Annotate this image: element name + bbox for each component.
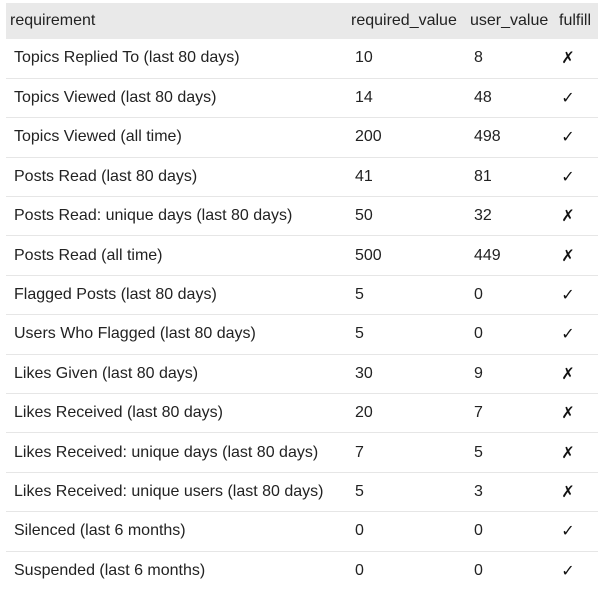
- user-value-cell: 7: [474, 404, 483, 422]
- check-icon: ✓: [561, 127, 575, 147]
- required-value-cell: 41: [355, 167, 373, 185]
- requirement-cell: Topics Replied To (last 80 days): [14, 49, 240, 67]
- cross-icon: ✗: [561, 481, 575, 501]
- fulfill-cell: [551, 433, 598, 472]
- column-header-user-value: user_value: [470, 12, 549, 29]
- required-value-cell: 30: [355, 364, 373, 382]
- check-icon: ✓: [561, 88, 575, 108]
- table-row: [6, 394, 598, 433]
- cross-icon: ✗: [561, 48, 575, 68]
- required-value-cell: 200: [355, 128, 382, 146]
- column-header-fulfill: fulfill: [559, 12, 592, 29]
- check-icon: ✓: [561, 324, 575, 344]
- table-row: [6, 315, 598, 354]
- table-row: [6, 236, 598, 275]
- user-value-cell: 9: [474, 364, 483, 382]
- user-value-cell: 0: [474, 522, 483, 540]
- required-value-cell: 20: [355, 404, 373, 422]
- fulfill-cell: [551, 275, 598, 314]
- table-header: [6, 3, 598, 39]
- required-value-cell: 500: [355, 246, 382, 264]
- table-row: [6, 433, 598, 472]
- required-value-cell: 10: [355, 49, 373, 67]
- fulfill-cell: [551, 197, 598, 236]
- table-row: [6, 275, 598, 314]
- requirements-table-container: [6, 3, 598, 590]
- fulfill-cell: [551, 472, 598, 511]
- fulfill-cell: [551, 78, 598, 117]
- requirement-cell: Posts Read (all time): [14, 246, 163, 264]
- table-header-row: [6, 3, 598, 39]
- requirement-cell: Posts Read (last 80 days): [14, 167, 198, 185]
- requirement-cell: Likes Received: unique users (last 80 days): [14, 482, 324, 500]
- fulfill-cell: [551, 315, 598, 354]
- user-value-cell: 498: [474, 128, 501, 146]
- user-value-cell: 0: [474, 562, 483, 580]
- user-value-cell: 8: [474, 49, 483, 67]
- table-row: [6, 118, 598, 157]
- cross-icon: ✗: [561, 245, 575, 265]
- check-icon: ✓: [561, 521, 575, 541]
- table-row: [6, 39, 598, 78]
- user-value-cell: 0: [474, 286, 483, 304]
- user-value-cell: 0: [474, 325, 483, 343]
- required-value-cell: 14: [355, 89, 373, 107]
- check-icon: ✓: [561, 561, 575, 581]
- table-row: [6, 157, 598, 196]
- table-row: [6, 551, 598, 590]
- column-header-requirement: requirement: [10, 12, 96, 29]
- cross-icon: ✗: [561, 403, 575, 423]
- required-value-cell: 7: [355, 443, 364, 461]
- table-row: [6, 197, 598, 236]
- required-value-cell: 5: [355, 286, 364, 304]
- fulfill-cell: [551, 551, 598, 590]
- cross-icon: ✗: [561, 206, 575, 226]
- requirement-cell: Topics Viewed (last 80 days): [14, 89, 217, 107]
- requirement-cell: Likes Received (last 80 days): [14, 404, 223, 422]
- fulfill-cell: [551, 354, 598, 393]
- fulfill-cell: [551, 118, 598, 157]
- table-row: [6, 512, 598, 551]
- requirement-cell: Users Who Flagged (last 80 days): [14, 325, 256, 343]
- user-value-cell: 81: [474, 167, 492, 185]
- column-header-required-value: required_value: [351, 12, 457, 29]
- requirement-cell: Flagged Posts (last 80 days): [14, 286, 217, 304]
- fulfill-cell: [551, 394, 598, 433]
- table-row: [6, 78, 598, 117]
- fulfill-cell: [551, 157, 598, 196]
- table-row: [6, 472, 598, 511]
- requirement-cell: Likes Given (last 80 days): [14, 364, 199, 382]
- cross-icon: ✗: [561, 442, 575, 462]
- check-icon: ✓: [561, 285, 575, 305]
- user-value-cell: 449: [474, 246, 501, 264]
- required-value-cell: 50: [355, 207, 373, 225]
- user-value-cell: 32: [474, 207, 492, 225]
- user-value-cell: 5: [474, 443, 483, 461]
- required-value-cell: 0: [355, 522, 364, 540]
- table-body: [6, 39, 598, 590]
- requirement-cell: Topics Viewed (all time): [14, 128, 182, 146]
- fulfill-cell: [551, 236, 598, 275]
- required-value-cell: 5: [355, 325, 364, 343]
- fulfill-cell: [551, 512, 598, 551]
- user-value-cell: 48: [474, 89, 492, 107]
- requirement-cell: Likes Received: unique days (last 80 days): [14, 443, 319, 461]
- requirement-cell: Posts Read: unique days (last 80 days): [14, 207, 293, 225]
- check-icon: ✓: [561, 166, 575, 186]
- required-value-cell: 0: [355, 562, 364, 580]
- fulfill-cell: [551, 39, 598, 78]
- required-value-cell: 5: [355, 482, 364, 500]
- user-value-cell: 3: [474, 482, 483, 500]
- requirement-cell: Silenced (last 6 months): [14, 522, 186, 540]
- requirement-cell: Suspended (last 6 months): [14, 562, 206, 580]
- table-row: [6, 354, 598, 393]
- requirements-table: [6, 3, 598, 590]
- cross-icon: ✗: [561, 363, 575, 383]
